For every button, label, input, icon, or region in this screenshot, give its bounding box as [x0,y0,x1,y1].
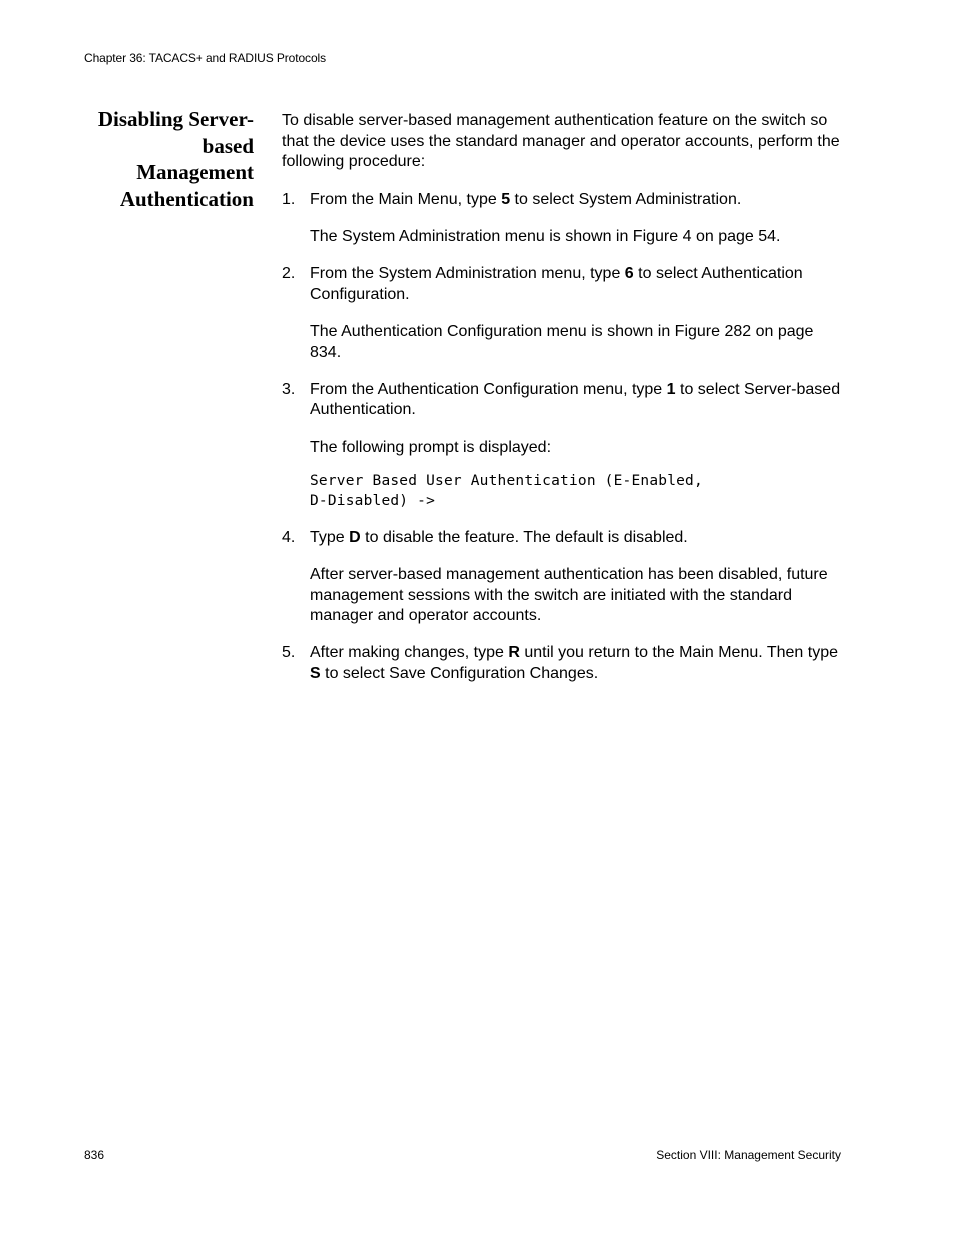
step-text: From the Main Menu, type 5 to select System Administration. [310,190,742,208]
intro-paragraph: To disable server-based management authentication feature on the switch so that the device uses the standard manager and operator accounts, perform the following procedure: [282,112,840,170]
step-note: The Authentication Configuration menu is shown in Figure 282 on page 834. [310,323,814,361]
body-column [282,111,847,701]
step-item [282,264,847,363]
code-line: Server Based User Authentication (E-Enabled, [310,473,703,489]
key-label: 1 [666,380,676,398]
key-label: 5 [501,190,511,208]
step-item [282,190,847,248]
code-line: D-Disabled) -> [310,492,436,509]
step-note: The following prompt is displayed: [310,438,552,456]
procedure-steps [282,190,847,685]
key-label: S [310,664,321,682]
step-note: The System Administration menu is shown in Figure 4 on page 54. [310,228,781,245]
step-note: After server-based management authentication has been disabled, future management sessions with the switch are initiated with the standard manager and operator accounts. [310,566,828,624]
section-heading-line: Authentication [119,186,254,211]
step-text: Type D to disable the feature. The default is disabled. [310,528,688,546]
section-heading [54,106,254,212]
step-text: From the System Administration menu, type 6 to select Authentication Configuration. [310,265,803,303]
code-block [310,472,847,511]
running-footer: Section VIII: Management Security [656,1148,841,1162]
step-number: 2. [282,265,296,282]
running-header: Chapter 36: TACACS+ and RADIUS Protocols [84,51,327,65]
step-item [282,528,847,627]
step-number: 4. [282,528,296,546]
step-text: After making changes, type R until you return to the Main Menu. Then type S to select Save Configuration Changes. [310,644,838,682]
step-number: 1. [282,190,296,208]
key-label: 6 [624,265,634,282]
section-heading-line: based [202,133,254,158]
step-item [282,380,847,512]
section-heading-line: Management [136,160,254,184]
step-number: 5. [282,644,296,661]
key-label: R [508,644,520,661]
step-number: 3. [282,380,296,398]
step-text: From the Authentication Configuration menu, type 1 to select Server-based Authentication. [310,380,841,418]
step-item [282,643,847,684]
key-label: D [349,528,361,546]
section-heading-line: Disabling Server- [97,107,254,131]
page-number: 836 [84,1148,105,1162]
